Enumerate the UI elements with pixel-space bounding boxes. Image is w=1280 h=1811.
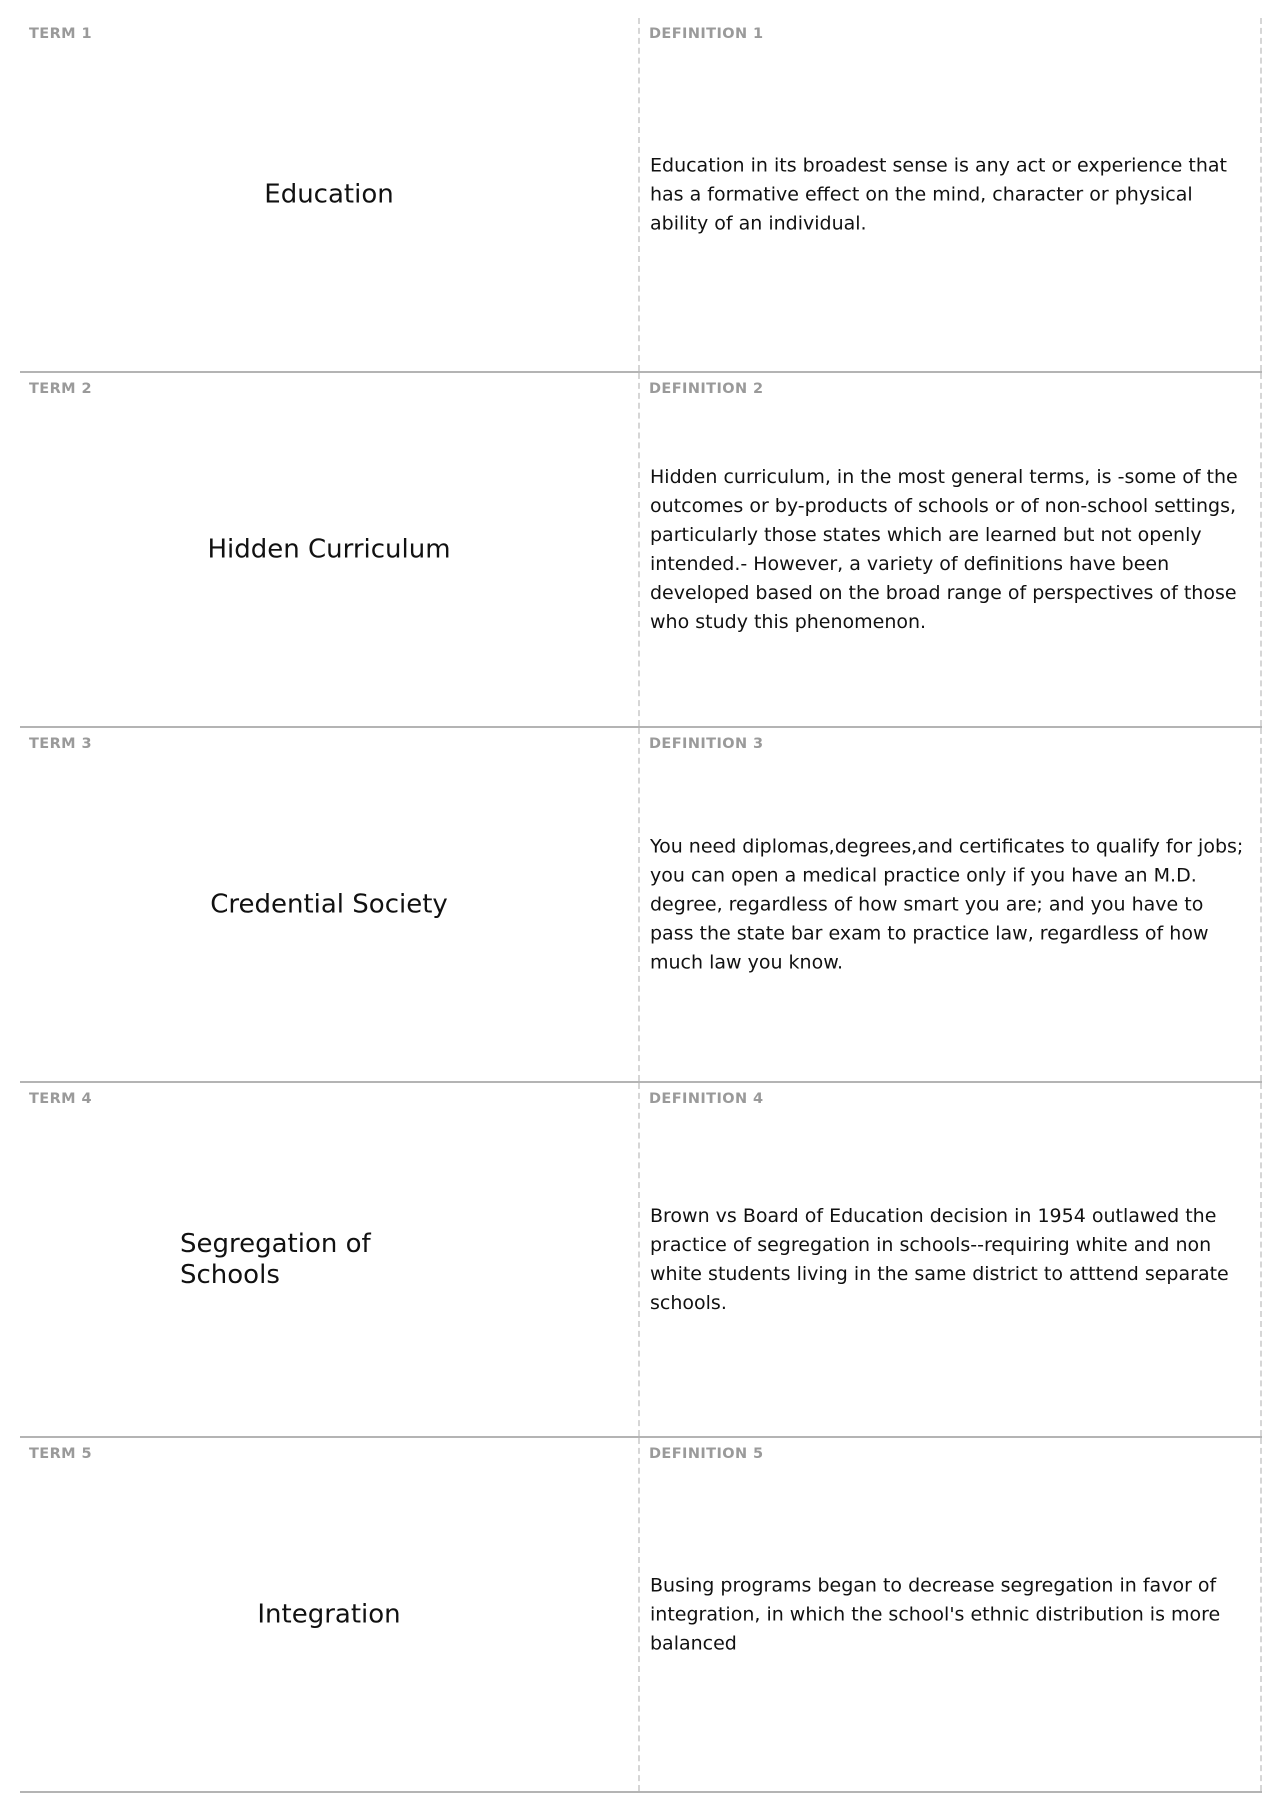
term-label: TERM 3: [29, 736, 92, 752]
definition-label: DEFINITION 1: [649, 26, 764, 42]
definition-label: DEFINITION 5: [649, 1446, 764, 1462]
term-text: Credential Society: [210, 889, 448, 919]
flashcard-sheet: [20, 18, 1262, 1793]
term-label: TERM 5: [29, 1446, 92, 1462]
definition-label: DEFINITION 4: [649, 1091, 764, 1107]
definition-cell-4: [640, 1083, 1262, 1436]
definition-cell-3: [640, 728, 1262, 1081]
definition-text: Brown vs Board of Education decision in 1954 outlawed the practice of segregation in schools--requiring white and non white students living in the same district to atttend separate schools.: [650, 1204, 1229, 1314]
term-label: TERM 1: [29, 26, 92, 42]
definition-text: You need diplomas,degrees,and certificates to qualify for jobs; you can open a medical practice only if you have an M.D. degree, regardless of how smart you are; and you have to pass the state bar exam to practice law, regardless of how much law you know.: [650, 835, 1244, 973]
definition-text: Hidden curriculum, in the most general terms, is -some of the outcomes or by-products of schools or of non-school settings, particularly those states which are learned but not openly intended.- However, a variety of definitions have been developed based on the broad range of perspectives of those who study this phenomenon.: [650, 465, 1238, 633]
term-cell-3: [20, 728, 640, 1081]
term-cell-1: [20, 18, 640, 371]
definition-label: DEFINITION 3: [649, 736, 764, 752]
term-cell-5: [20, 1438, 640, 1791]
definition-label: DEFINITION 2: [649, 381, 764, 397]
term-text: Hidden Curriculum: [207, 534, 451, 564]
card-row-1: [20, 18, 1262, 373]
term-label: TERM 2: [29, 381, 92, 397]
term-text: Segregation of Schools: [180, 1228, 371, 1290]
card-row-2: [20, 373, 1262, 728]
definition-text: Busing programs began to decrease segregation in favor of integration, in which the school's ethnic distribution is more balanced: [650, 1574, 1221, 1654]
term-cell-2: [20, 373, 640, 726]
term-text: Education: [264, 179, 394, 209]
definition-text: Education in its broadest sense is any act or experience that has a formative effect on the mind, character or physical ability of an individual.: [650, 154, 1227, 234]
definition-cell-5: [640, 1438, 1262, 1791]
term-text: Integration: [257, 1599, 401, 1629]
definition-cell-1: [640, 18, 1262, 371]
card-row-4: [20, 1083, 1262, 1438]
definition-cell-2: [640, 373, 1262, 726]
term-label: TERM 4: [29, 1091, 92, 1107]
card-row-5: [20, 1438, 1262, 1793]
term-cell-4: [20, 1083, 640, 1436]
card-row-3: [20, 728, 1262, 1083]
